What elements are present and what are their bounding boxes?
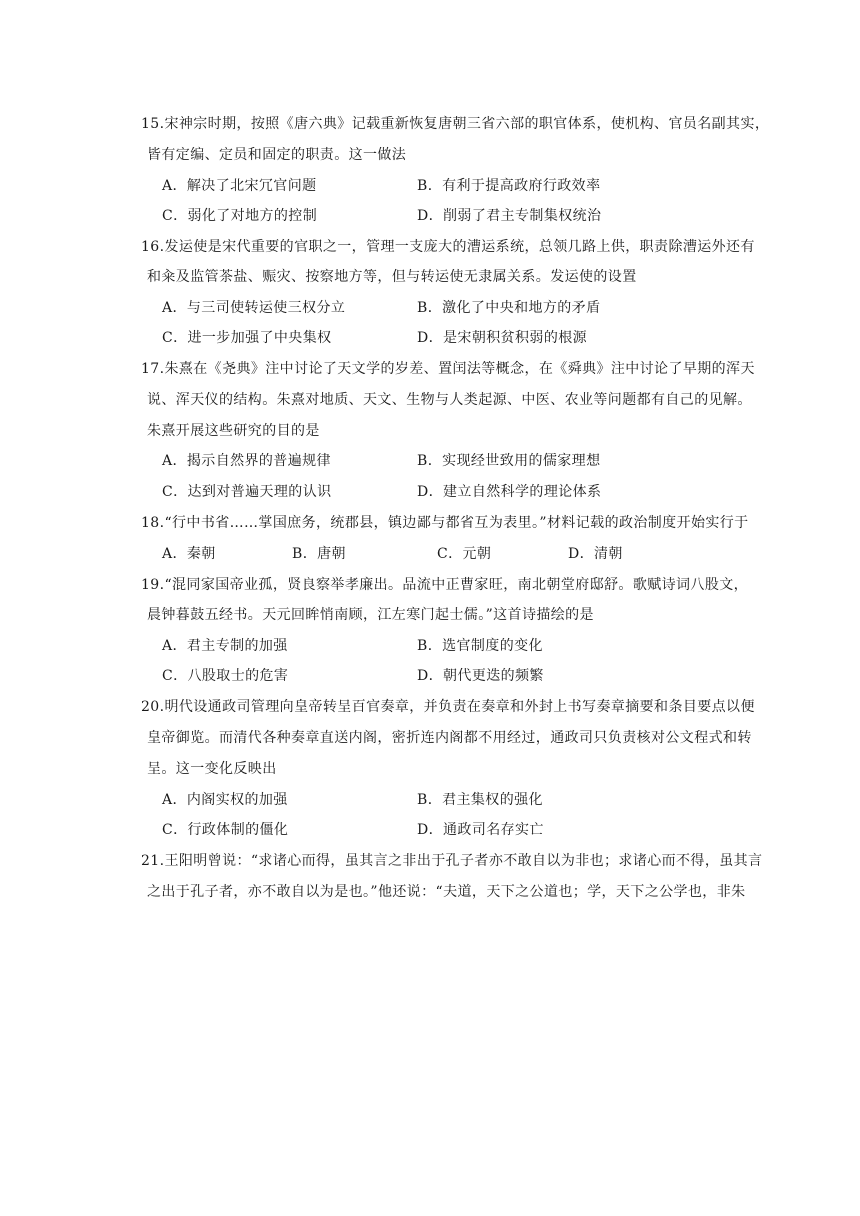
question-21-line-2: 之出于孔子者，亦不敢自以为是也。”他还说：“夫道，天下之公道也；学，天下之公学也，非朱 xyxy=(147,884,746,900)
question-20-option-d: D．通政司名存实亡 xyxy=(417,822,544,838)
question-19-option-b: B．选官制度的变化 xyxy=(417,638,543,654)
question-17-option-b: B．实现经世致用的儒家理想 xyxy=(417,453,601,469)
question-19-line-1: 19.“混同家国帝业孤，贤良察举孝廉出。品流中正曹家旺，南北朝堂府邸舒。歌赋诗词八股文， xyxy=(141,577,749,593)
question-21-line-1: 21.王阳明曾说：“求诸心而得，虽其言之非出于孔子者亦不敢自以为非也；求诸心而不得，虽其言 xyxy=(141,853,763,869)
question-17-option-d: D．建立自然科学的理论体系 xyxy=(417,484,602,500)
question-16-option-c: C．进一步加强了中央集权 xyxy=(162,330,332,346)
question-16-option-d: D．是宋朝积贫积弱的根源 xyxy=(417,330,588,346)
question-18-option-a: A．秦朝 xyxy=(162,546,216,562)
question-20-line-3: 呈。这一变化反映出 xyxy=(147,761,277,777)
question-17-option-a: A．揭示自然界的普遍规律 xyxy=(162,453,331,469)
question-19-option-c: C．八股取士的危害 xyxy=(162,668,289,684)
question-17-option-c: C．达到对普遍天理的认识 xyxy=(162,484,332,500)
question-16-line-2: 和籴及监管茶盐、赈灾、按察地方等，但与转运使无隶属关系。发运使的设置 xyxy=(147,269,637,285)
question-15-option-b: B．有利于提高政府行政效率 xyxy=(417,178,601,194)
question-16-option-b: B．激化了中央和地方的矛盾 xyxy=(417,300,601,316)
question-20-option-a: A．内阁实权的加强 xyxy=(162,792,288,808)
question-20-line-1: 20.明代设通政司管理向皇帝转呈百官奏章，并负责在奏章和外封上书写奏章摘要和条目要点以便 xyxy=(141,699,755,715)
question-15-option-a: A．解决了北宋冗官问题 xyxy=(162,178,317,194)
question-20-option-b: B．君主集权的强化 xyxy=(417,792,543,808)
question-17-line-2: 说、浑天仪的结构。朱熹对地质、天文、生物与人类起源、中医、农业等问题都有自己的见解。 xyxy=(147,392,752,408)
question-16-line-1: 16.发运使是宋代重要的官职之一，管理一支庞大的漕运系统，总领几路上供，职责除漕运外还有 xyxy=(141,239,755,255)
question-19-option-a: A．君主专制的加强 xyxy=(162,638,288,654)
question-19-option-d: D．朝代更迭的频繁 xyxy=(417,668,544,684)
question-15-option-c: C．弱化了对地方的控制 xyxy=(162,208,318,224)
question-15-line-1: 15.宋神宗时期，按照《唐六典》记载重新恢复唐朝三省六部的职官体系，使机构、官员名副其实， xyxy=(141,116,770,132)
question-18-option-b: B．唐朝 xyxy=(292,546,346,562)
question-15-option-d: D．削弱了君主专制集权统治 xyxy=(417,208,602,224)
question-18-line-1: 18.“行中书省……掌国庶务，统郡县，镇边鄙与都省互为表里。”材料记载的政治制度开始实行于 xyxy=(141,515,749,531)
question-17-line-3: 朱熹开展这些研究的目的是 xyxy=(147,423,320,439)
question-20-option-c: C．行政体制的僵化 xyxy=(162,822,289,838)
question-20-line-2: 皇帝御览。而清代各种奏章直送内阁，密折连内阁都不用经过，通政司只负责核对公文程式和转 xyxy=(147,730,752,746)
question-19-line-2: 晨钟暮鼓五经书。天元回眸悄南顾，江左寒门起士儒。”这首诗描绘的是 xyxy=(147,607,594,623)
question-18-option-c: C．元朝 xyxy=(437,546,492,562)
question-18-option-d: D．清朝 xyxy=(568,546,623,562)
question-15-line-2: 皆有定编、定员和固定的职责。这一做法 xyxy=(147,147,407,163)
question-17-line-1: 17.朱熹在《尧典》注中讨论了天文学的岁差、置闰法等概念，在《舜典》注中讨论了早期的浑天 xyxy=(141,361,755,377)
question-16-option-a: A．与三司使转运使三权分立 xyxy=(162,300,346,316)
